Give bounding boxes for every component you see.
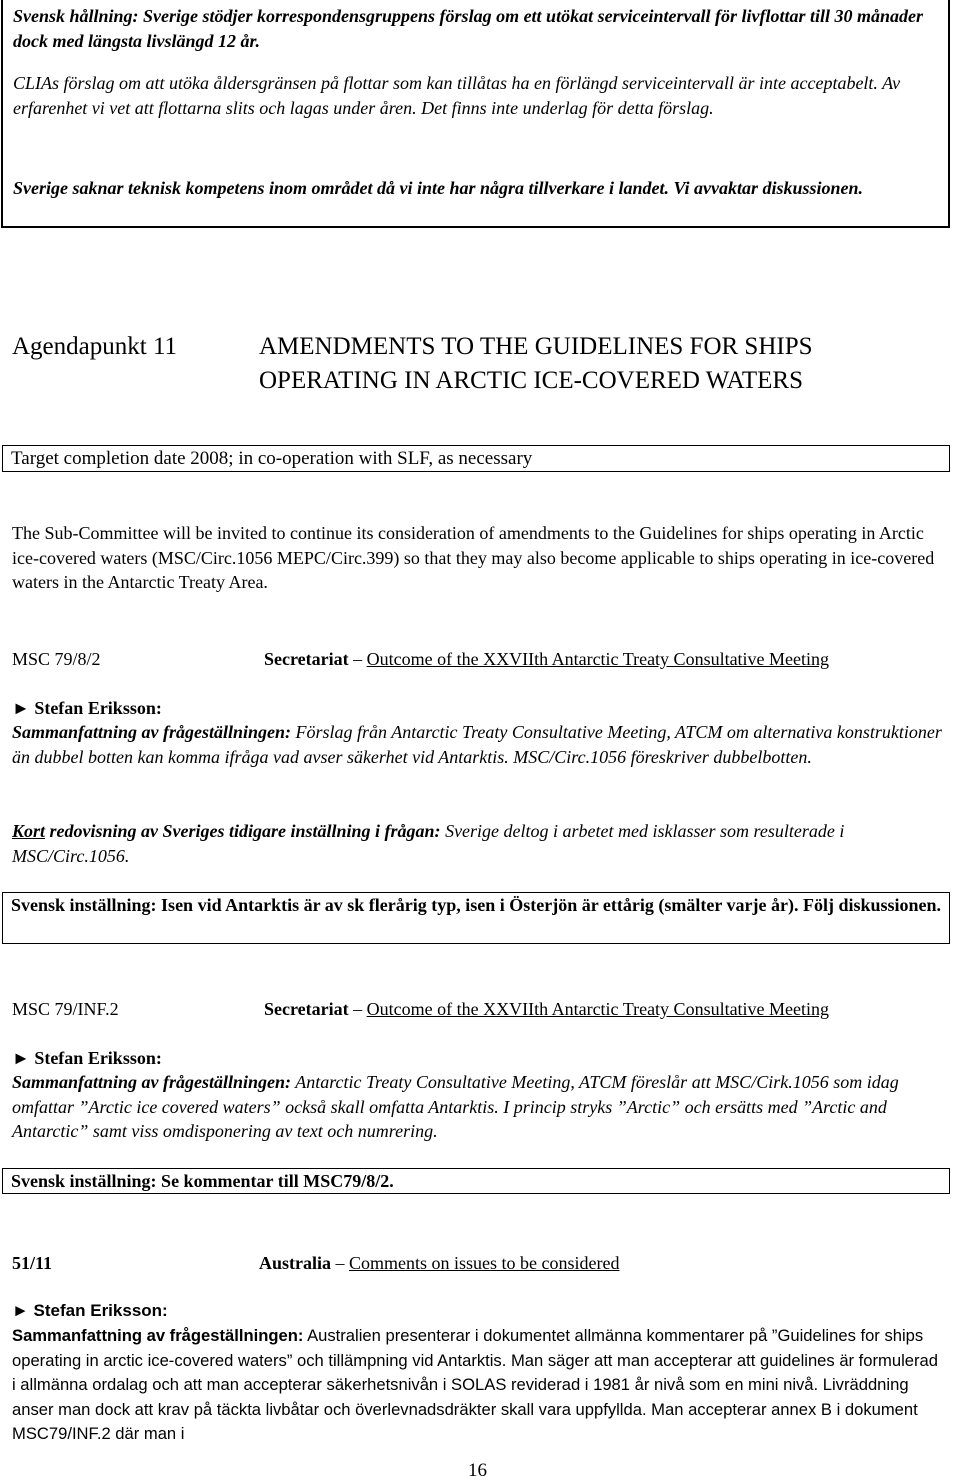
position-paragraph-clia: CLIAs förslag om att utöka åldersgränsen på flottar som kan tillåtas ha en förlängd serviceintervall är inte acceptabelt. Av erfarenhet vi vet att flottarna slits och lagas under åren. Det finns inte underlag för detta förslag. (13, 73, 901, 118)
summary-label: Sammanfattning av frågeställningen: (12, 1326, 304, 1345)
agenda-item-title (259, 330, 949, 398)
summary-label: Sammanfattning av frågeställningen: (12, 722, 292, 742)
summary-text: Förslag från Antarctic Treaty Consultative Meeting, ATCM om alternativa konstruktioner än dubbel botten kan komma ifråga vad avser säkerhet vid Antarktis. MSC/Circ.1056 föreskriver dubbelbotten. (12, 722, 942, 767)
swedish-position-box-1 (2, 892, 950, 944)
doc-title: Comments on issues to be considered (349, 1253, 620, 1273)
summary-paragraph (12, 720, 942, 769)
position-paragraph-competence: Sverige saknar teknisk kompetens inom området då vi inte har några tillverkare i landet. Vi avvaktar diskussionen. (13, 178, 864, 198)
swedish-position-text: Svensk inställning: Se kommentar till MSC79/8/2. (11, 1171, 394, 1191)
doc-dash: – (331, 1253, 349, 1273)
reviewer-label: ► Stefan Eriksson: (12, 1048, 162, 1068)
agenda-title-line-1: AMENDMENTS TO THE GUIDELINES FOR SHIPS (259, 333, 813, 360)
summary-text: Australien presenterar i dokumentet allmänna kommentarer på ”Guidelines for ships operating in arctic ice-covered waters” och tillämpning vid Antarktis. Man säger att man accepterar att guidelines är formulerad i allmänna ordalag och att man accepterar säkerhetsnivån i SOLAS reviderad i 1981 år nivå som en mini nivå. Livräddning anser man dock att krav på täckta livbåtar och överlevnadsdräkter skall vara uppfyllda. Man accepterar annex B i dokument MSC79/INF.2 där man i (12, 1326, 939, 1444)
summary-text: Antarctic Treaty Consultative Meeting, ATCM föreslår att MSC/Cirk.1056 som idag omfattar ”Arctic ice covered waters” också skall omfatta Antarktis. I princip stryks ”Arctic” och ersätts med ”Arctic and Antarctic” samt viss omdisponering av text och numrering. (12, 1072, 899, 1142)
doc-heading (259, 1251, 619, 1276)
position-paragraph-liferafts: Svensk hållning: Sverige stödjer korrespondensgruppens förslag om ett utökat serviceintervall för livflottar till 30 månader dock med längsta livslängd 12 år. (13, 6, 924, 51)
swedish-position-text: Svensk inställning: Isen vid Antarktis är av sk flerårig typ, isen i Österjön är ettårig (smälter varje år). Följ diskussionen. (11, 895, 942, 915)
target-completion-text: Target completion date 2008; in co-operation with SLF, as necessary (11, 448, 533, 469)
previous-position-paragraph (12, 819, 942, 868)
doc-ref-51-11: 51/11 (12, 1253, 53, 1273)
target-completion-box (2, 445, 950, 472)
doc-ref-msc-79-8-2: MSC 79/8/2 (12, 649, 101, 669)
doc-heading (264, 647, 829, 672)
doc-author: Secretariat (264, 999, 349, 1019)
previous-position-label: redovisning av Sveriges tidigare inställning i frågan: (45, 821, 441, 841)
doc-heading (264, 997, 829, 1022)
reviewer-label: ► Stefan Eriksson: (12, 1301, 168, 1320)
doc-dash: – (348, 999, 367, 1019)
previous-position-text: Sverige deltog i arbetet med isklasser som resulterade i MSC/Circ.1056. (12, 821, 845, 866)
doc-ref-msc-79-inf-2: MSC 79/INF.2 (12, 999, 119, 1019)
doc-dash: – (348, 649, 367, 669)
previous-position-label-short: Kort (12, 821, 46, 841)
swedish-position-box-2 (2, 1168, 950, 1194)
doc-title: Outcome of the XXVIIth Antarctic Treaty Consultative Meeting (366, 999, 830, 1019)
agenda-item-number: Agendapunkt 11 (12, 333, 178, 360)
summary-paragraph (12, 1070, 942, 1144)
doc-title: Outcome of the XXVIIth Antarctic Treaty Consultative Meeting (366, 649, 830, 669)
summary-paragraph (12, 1324, 942, 1447)
summary-label: Sammanfattning av frågeställningen: (12, 1072, 292, 1092)
page-number: 16 (468, 1460, 487, 1481)
agenda-description: The Sub-Committee will be invited to continue its consideration of amendments to the Guidelines for ships operating in Arctic ice-covered waters (MSC/Circ.1056 MEPC/Circ.399) so that they may also become applicable to ships operating in ice-covered waters in the Antarctic Treaty Area. (12, 523, 935, 593)
agenda-title-line-2: OPERATING IN ARCTIC ICE-COVERED WATERS (259, 367, 803, 394)
doc-author: Australia (259, 1253, 331, 1273)
doc-author: Secretariat (264, 649, 349, 669)
reviewer-label: ► Stefan Eriksson: (12, 698, 162, 718)
swedish-position-box (1, 0, 950, 228)
